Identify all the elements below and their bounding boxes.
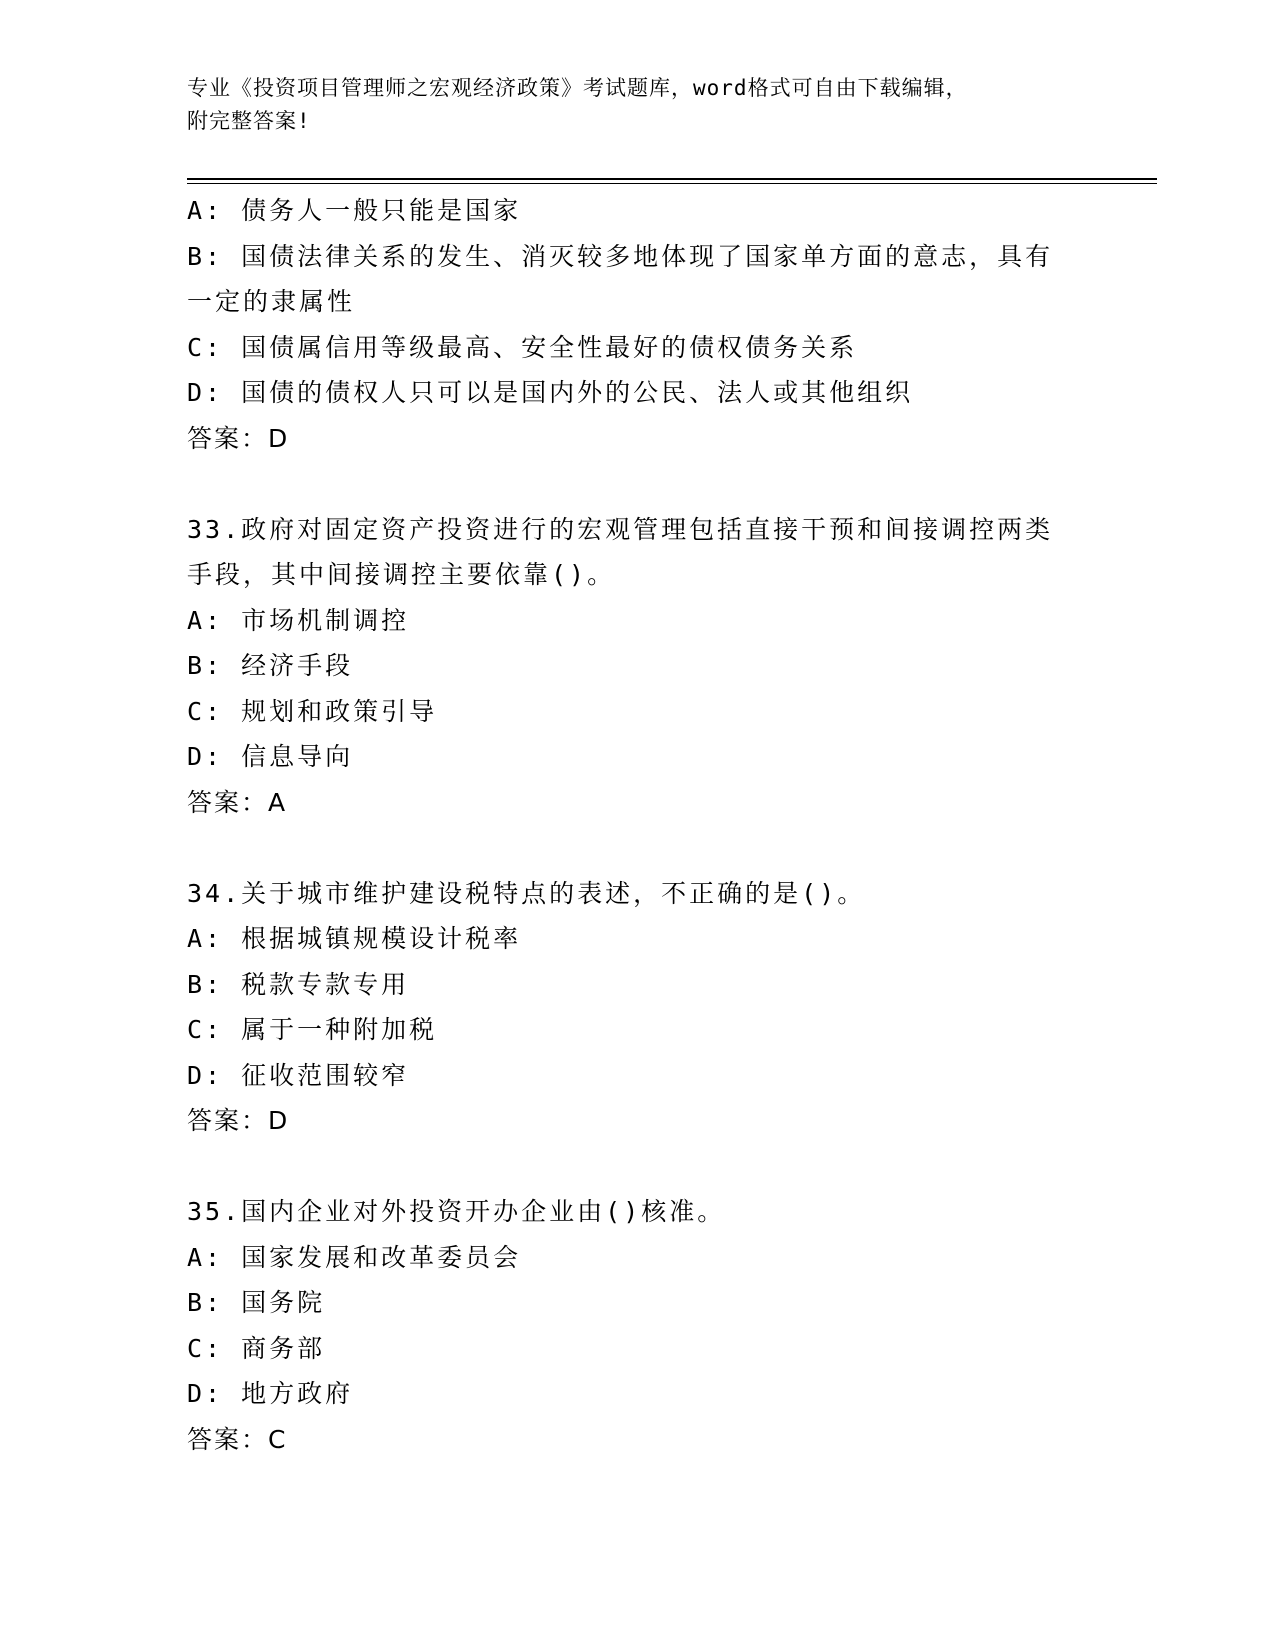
option-c: C: 商务部	[187, 1333, 326, 1363]
option-b: B: 国务院	[187, 1288, 326, 1317]
option-d: D: 征收范围较窄	[187, 1060, 410, 1090]
header-divider-thick	[187, 178, 1157, 180]
option-c: C: 规划和政策引导	[187, 696, 438, 726]
question-33	[187, 507, 1067, 826]
option-b: B: 经济手段	[187, 651, 354, 680]
document-header	[187, 72, 1067, 138]
option-b: B: 税款专款专用	[187, 969, 410, 999]
option-d: D: 国债的债权人只可以是国内外的公民、法人或其他组织	[187, 378, 914, 407]
question-stem: 33.政府对固定资产投资进行的宏观管理包括直接干预和间接调控两类	[187, 514, 1054, 544]
option-d: D: 地方政府	[187, 1379, 354, 1408]
question-34	[187, 871, 1067, 1144]
option-c: C: 国债属信用等级最高、安全性最好的债权债务关系	[187, 332, 858, 362]
option-b: B: 国债法律关系的发生、消灭较多地体现了国家单方面的意志，具有	[187, 241, 1054, 271]
answer: 答案：C	[187, 1424, 288, 1454]
header-title-line-2: 附完整答案!	[187, 109, 311, 133]
option-a: A: 根据城镇规模设计税率	[187, 924, 522, 953]
answer: 答案：D	[187, 423, 290, 453]
option-c: C: 属于一种附加税	[187, 1015, 438, 1044]
header-title-line-1: 专业《投资项目管理师之宏观经济政策》考试题库，word格式可自由下载编辑，	[187, 76, 968, 100]
question-stem: 34.关于城市维护建设税特点的表述，不正确的是()。	[187, 878, 866, 908]
option-b-continued: 一定的隶属性	[187, 287, 356, 316]
question-stem: 35.国内企业对外投资开办企业由()核准。	[187, 1197, 726, 1226]
option-d: D: 信息导向	[187, 742, 354, 771]
answer: 答案：A	[187, 787, 288, 817]
option-a: A: 国家发展和改革委员会	[187, 1242, 522, 1272]
answer: 答案：D	[187, 1106, 290, 1135]
option-a: A: 市场机制调控	[187, 605, 410, 635]
option-a: A: 债务人一般只能是国家	[187, 196, 522, 225]
question-35	[187, 1189, 1067, 1462]
question-32-tail	[187, 188, 1067, 461]
question-list	[187, 188, 1067, 1462]
question-stem-continued: 手段，其中间接调控主要依靠()。	[187, 560, 616, 589]
header-divider-thin	[187, 183, 1157, 184]
